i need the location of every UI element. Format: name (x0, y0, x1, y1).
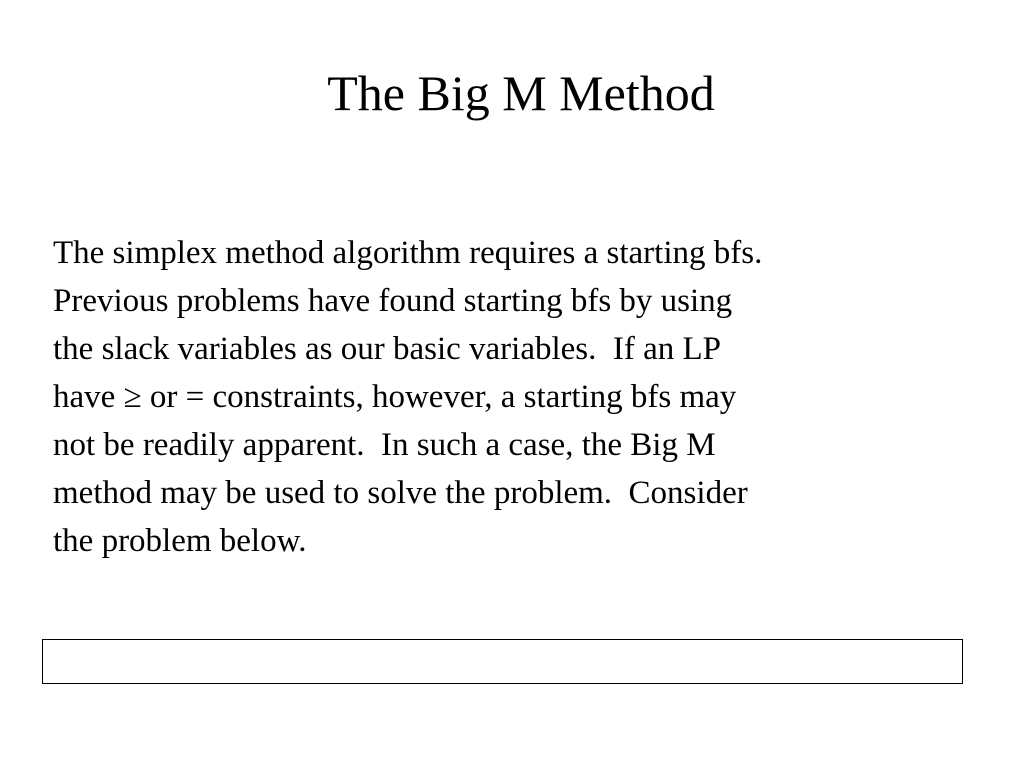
body-line: The simplex method algorithm requires a starting bfs. (53, 235, 763, 271)
body-line: not be readily apparent. In such a case, the Big M (53, 427, 716, 463)
slide-title: The Big M Method (327, 65, 715, 121)
body-line: Previous problems have found starting bfs by using (53, 283, 733, 319)
slide-body-text (53, 229, 953, 565)
body-line: have ≥ or = constraints, however, a starting bfs may (53, 379, 737, 415)
body-line: the slack variables as our basic variables. If an LP (53, 331, 722, 367)
empty-bordered-box (42, 639, 963, 684)
body-line: method may be used to solve the problem. Consider (53, 475, 748, 511)
body-line: the problem below. (53, 523, 307, 559)
